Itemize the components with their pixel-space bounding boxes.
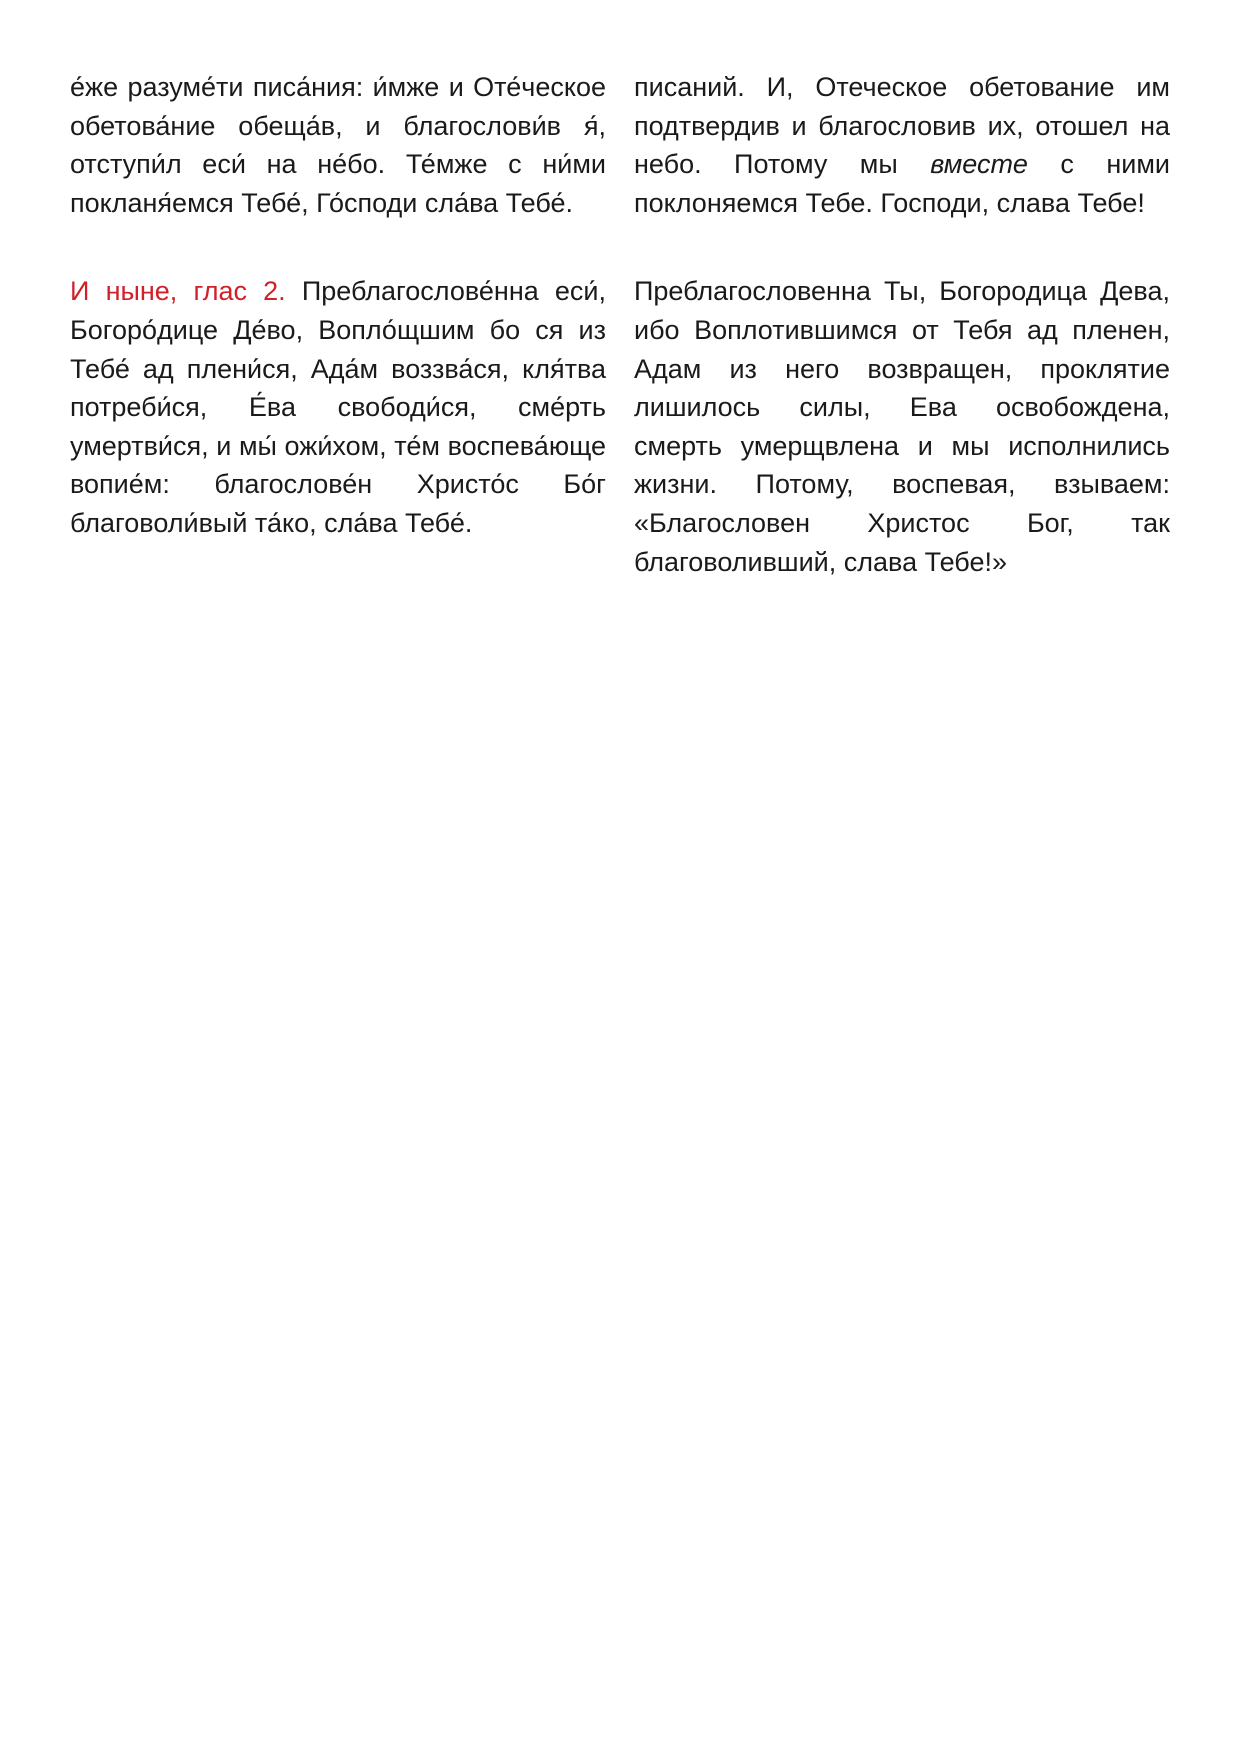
slavonic-text: Преблагослове́нна еси́, Богоро́дице Де́во, Вопло́щшим бо ся из Тебе́ ад плени́ся, Ада́м воззва́ся, кля́тва потреби́ся, Е́ва свободи́ся, сме́рть умертви́ся, и мы́ ожи́хом, те́м воспева́юще вопие́м: благослове́н Христо́с Бо́г благоволи́вый та́ко, сла́ва Тебе́. xyxy=(70,276,606,538)
document-page xyxy=(70,68,1170,581)
russian-text-before: писаний. И, Отеческое обетование им подтвердив и благословив их, отошел на небо. Потому мы xyxy=(634,72,1170,180)
text-block-2 xyxy=(70,272,1170,581)
slavonic-column xyxy=(70,272,606,581)
slavonic-column xyxy=(70,68,606,222)
russian-column xyxy=(634,272,1170,581)
slavonic-text: е́же разуме́ти писа́ния: и́мже и Оте́ческое обетова́ние обеща́в, и благослови́в я́, отступи́л еси́ на не́бо. Те́мже с ни́ми покланя́емся Тебе́, Го́споди сла́ва Тебе́. xyxy=(70,72,606,218)
russian-text-after: с ними поклоняемся Тебе. Господи, слава Тебе! xyxy=(634,149,1170,218)
text-block-1 xyxy=(70,68,1170,222)
russian-text: Преблагословенна Ты, Богородица Дева, ибо Воплотившимся от Тебя ад пленен, Адам из него возвращен, проклятие лишилось силы, Ева освобождена, смерть умерщвлена и мы исполнились жизни. Потому, воспевая, взываем: «Благословен Христос Бог, так благоволивший, слава Тебе!» xyxy=(634,276,1170,577)
rubric-heading: И ныне, глас 2. xyxy=(70,276,286,307)
russian-column xyxy=(634,68,1170,222)
russian-italic-word: вместе xyxy=(930,149,1028,180)
